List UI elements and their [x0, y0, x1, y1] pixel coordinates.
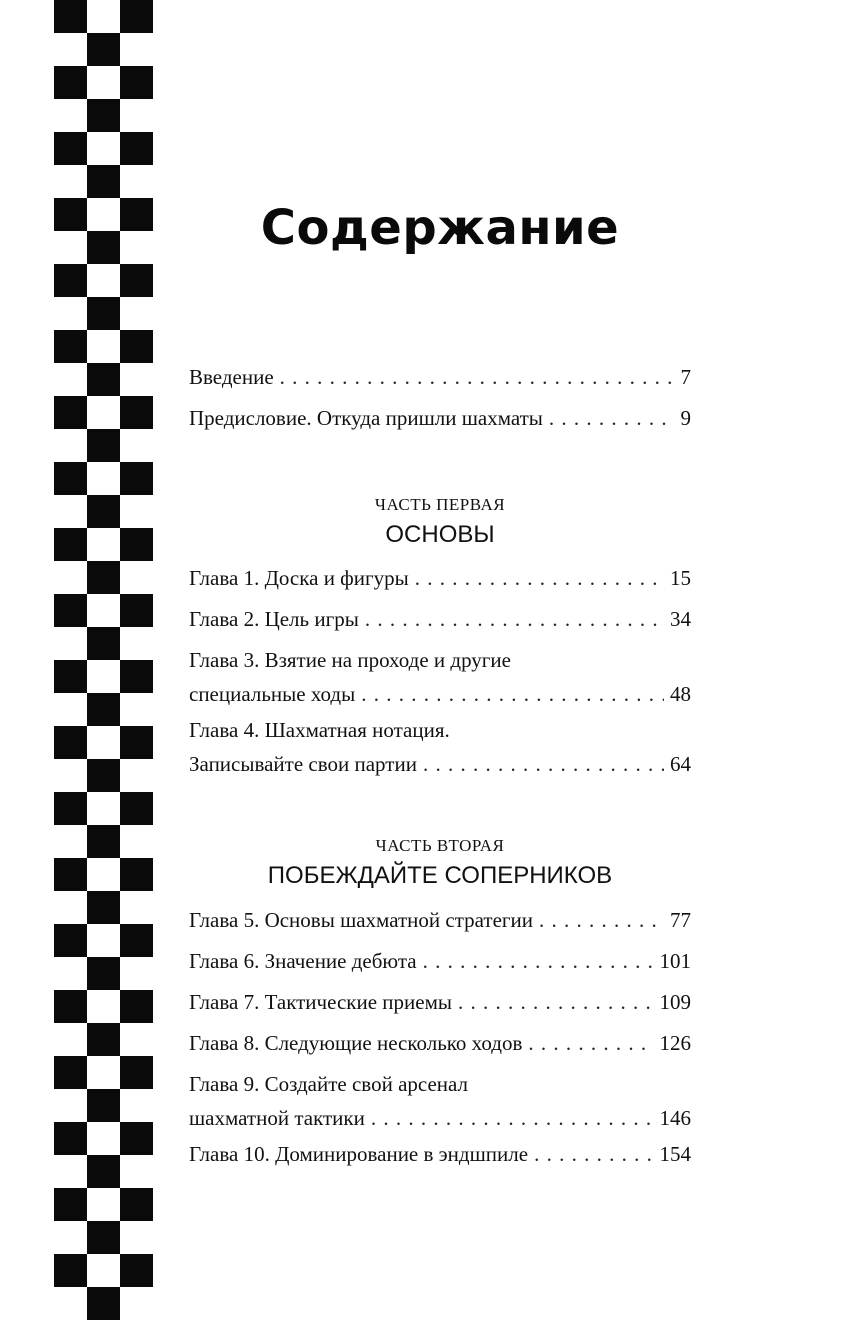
checker-cell	[54, 66, 87, 99]
checker-cell	[54, 891, 87, 924]
toc-entry-chapter-3[interactable]	[189, 645, 691, 709]
checker-cell	[54, 198, 87, 231]
dot-leader	[458, 987, 654, 1017]
checkerboard-border	[54, 0, 153, 1311]
checker-cell	[54, 429, 87, 462]
checker-cell	[54, 1155, 87, 1188]
checker-cell	[120, 33, 153, 66]
checker-cell	[54, 594, 87, 627]
checker-cell	[120, 1122, 153, 1155]
checker-cell	[120, 759, 153, 792]
checker-cell	[120, 792, 153, 825]
page-number: 101	[659, 949, 691, 973]
checker-cell	[120, 297, 153, 330]
checker-cell	[120, 957, 153, 990]
checker-cell	[87, 1221, 120, 1254]
checker-cell	[87, 396, 120, 429]
checker-cell	[87, 726, 120, 759]
toc-entry-chapter-9[interactable]	[189, 1069, 691, 1133]
checker-cell	[87, 165, 120, 198]
checker-cell	[54, 924, 87, 957]
checker-cell	[54, 528, 87, 561]
checker-cell	[87, 957, 120, 990]
checker-cell	[87, 330, 120, 363]
dot-leader	[549, 403, 675, 433]
checker-cell	[120, 0, 153, 33]
dot-leader	[280, 362, 675, 392]
checker-cell	[120, 825, 153, 858]
page-number: 9	[680, 406, 691, 430]
checker-cell	[120, 363, 153, 396]
checker-cell	[87, 594, 120, 627]
checker-cell	[120, 1188, 153, 1221]
page-number: 126	[659, 1031, 691, 1055]
checker-cell	[54, 0, 87, 33]
checker-cell	[120, 1221, 153, 1254]
toc-entry-title: Глава 2. Цель игры	[189, 607, 359, 631]
toc-entry-chapter-4[interactable]	[189, 715, 691, 779]
checker-cell	[87, 1023, 120, 1056]
dot-leader	[371, 1103, 654, 1133]
checker-cell	[87, 858, 120, 891]
checker-cell	[87, 825, 120, 858]
toc-entry-chapter-6[interactable]	[189, 946, 691, 976]
toc-entry-title-line-2: Записывайте свои партии	[189, 752, 417, 776]
checker-cell	[120, 132, 153, 165]
checker-cell	[120, 429, 153, 462]
checker-cell	[54, 1188, 87, 1221]
checker-cell	[87, 528, 120, 561]
checker-cell	[54, 99, 87, 132]
checker-cell	[54, 495, 87, 528]
dot-leader	[423, 749, 664, 779]
checker-cell	[120, 726, 153, 759]
dot-leader	[534, 1139, 653, 1169]
toc-entry-chapter-7[interactable]	[189, 987, 691, 1017]
checker-cell	[120, 165, 153, 198]
part-two-title: ПОБЕЖДАЙТЕ СОПЕРНИКОВ	[267, 862, 613, 889]
checker-cell	[54, 363, 87, 396]
checker-cell	[87, 495, 120, 528]
checker-cell	[87, 792, 120, 825]
dot-leader	[528, 1028, 653, 1058]
checker-cell	[120, 660, 153, 693]
checker-cell	[120, 1254, 153, 1287]
dot-leader	[539, 905, 664, 935]
checker-cell	[120, 594, 153, 627]
checker-cell	[120, 693, 153, 726]
toc-entry-chapter-1[interactable]	[189, 563, 691, 593]
checker-cell	[87, 99, 120, 132]
checker-cell	[87, 429, 120, 462]
checker-cell	[87, 66, 120, 99]
toc-entry-title: Глава 6. Значение дебюта	[189, 949, 417, 973]
checker-cell	[87, 924, 120, 957]
checker-cell	[54, 231, 87, 264]
checker-cell	[120, 858, 153, 891]
page-title: Содержание	[260, 200, 620, 256]
checker-cell	[120, 990, 153, 1023]
checker-cell	[54, 726, 87, 759]
toc-entry-title: Предисловие. Откуда пришли шахматы	[189, 406, 543, 430]
page-number: 48	[670, 682, 691, 706]
checker-cell	[87, 891, 120, 924]
checker-cell	[120, 528, 153, 561]
checker-cell	[120, 330, 153, 363]
checker-cell	[54, 1122, 87, 1155]
toc-entry-title: Глава 7. Тактические приемы	[189, 990, 452, 1014]
checker-cell	[87, 33, 120, 66]
checker-cell	[87, 660, 120, 693]
checker-cell	[87, 693, 120, 726]
checker-cell	[87, 561, 120, 594]
toc-entry-title: Глава 8. Следующие несколько ходов	[189, 1031, 523, 1055]
checker-cell	[87, 1122, 120, 1155]
checker-cell	[120, 396, 153, 429]
checker-cell	[87, 0, 120, 33]
checker-cell	[54, 957, 87, 990]
page-number: 7	[680, 365, 691, 389]
checker-cell	[54, 660, 87, 693]
checker-cell	[120, 561, 153, 594]
toc-entry-title: Введение	[189, 365, 274, 389]
checker-cell	[54, 330, 87, 363]
toc-entry-chapter-2[interactable]	[189, 604, 691, 634]
page-number: 15	[670, 566, 691, 590]
checker-cell	[54, 1056, 87, 1089]
page-number: 146	[659, 1106, 691, 1130]
checker-cell	[120, 231, 153, 264]
checker-cell	[54, 1221, 87, 1254]
checker-cell	[54, 990, 87, 1023]
dot-leader	[415, 563, 664, 593]
checker-cell	[87, 1287, 120, 1320]
checker-cell	[87, 264, 120, 297]
checker-cell	[87, 1254, 120, 1287]
checker-cell	[54, 561, 87, 594]
checker-cell	[120, 1056, 153, 1089]
toc-entry-title: Глава 1. Доска и фигуры	[189, 566, 409, 590]
toc-entry-title-line-1: Глава 4. Шахматная нотация.	[189, 718, 450, 742]
checker-cell	[87, 231, 120, 264]
toc-entry-introduction[interactable]	[189, 362, 691, 392]
checker-cell	[87, 1089, 120, 1122]
checker-cell	[120, 1089, 153, 1122]
checker-cell	[120, 264, 153, 297]
checker-cell	[87, 627, 120, 660]
checker-cell	[120, 924, 153, 957]
checker-cell	[54, 462, 87, 495]
checker-cell	[54, 759, 87, 792]
page-number: 34	[670, 607, 691, 631]
checker-cell	[120, 462, 153, 495]
checker-cell	[87, 132, 120, 165]
checker-cell	[54, 858, 87, 891]
checker-cell	[120, 1287, 153, 1320]
checker-cell	[54, 627, 87, 660]
checker-cell	[87, 1155, 120, 1188]
toc-entry-chapter-5[interactable]	[189, 905, 691, 935]
checker-cell	[87, 462, 120, 495]
checker-cell	[54, 165, 87, 198]
checker-cell	[54, 1254, 87, 1287]
toc-entry-title: Глава 5. Основы шахматной стратегии	[189, 908, 534, 932]
page-number: 154	[659, 1142, 691, 1166]
checker-cell	[120, 198, 153, 231]
checker-cell	[54, 33, 87, 66]
checker-cell	[87, 1056, 120, 1089]
checker-cell	[54, 1287, 87, 1320]
checker-cell	[120, 627, 153, 660]
toc-entry-title: Глава 10. Доминирование в эндшпиле	[189, 1142, 529, 1166]
toc-entry-title-line-2: специальные ходы	[189, 682, 356, 706]
checker-cell	[54, 1023, 87, 1056]
checker-cell	[87, 297, 120, 330]
checker-cell	[54, 792, 87, 825]
toc-entry-title-line-1: Глава 3. Взятие на проходе и другие	[189, 648, 511, 672]
part-one-title: ОСНОВЫ	[385, 521, 495, 548]
checker-cell	[54, 825, 87, 858]
dot-leader	[365, 604, 664, 634]
part-two-label: ЧАСТЬ ВТОРАЯ	[375, 836, 505, 855]
checker-cell	[120, 1155, 153, 1188]
checker-cell	[87, 990, 120, 1023]
checker-cell	[120, 99, 153, 132]
checker-cell	[54, 693, 87, 726]
checker-cell	[87, 759, 120, 792]
page-number: 64	[670, 752, 691, 776]
part-one-label: ЧАСТЬ ПЕРВАЯ	[374, 495, 506, 514]
toc-entry-chapter-10[interactable]	[189, 1139, 691, 1169]
checker-cell	[54, 132, 87, 165]
checker-cell	[87, 198, 120, 231]
checker-cell	[120, 66, 153, 99]
checker-cell	[54, 1089, 87, 1122]
checker-cell	[54, 396, 87, 429]
page-number: 109	[659, 990, 691, 1014]
checker-cell	[120, 1023, 153, 1056]
checker-cell	[54, 297, 87, 330]
toc-entry-title-line-1: Глава 9. Создайте свой арсенал	[189, 1072, 469, 1096]
checker-cell	[120, 891, 153, 924]
checker-cell	[87, 1188, 120, 1221]
dot-leader	[423, 946, 654, 976]
checker-cell	[87, 363, 120, 396]
checker-cell	[120, 495, 153, 528]
toc-entry-preface[interactable]	[189, 403, 691, 433]
checker-cell	[54, 264, 87, 297]
toc-entry-chapter-8[interactable]	[189, 1028, 691, 1058]
dot-leader	[361, 679, 664, 709]
toc-entry-title-line-2: шахматной тактики	[189, 1106, 365, 1130]
page-number: 77	[670, 908, 691, 932]
